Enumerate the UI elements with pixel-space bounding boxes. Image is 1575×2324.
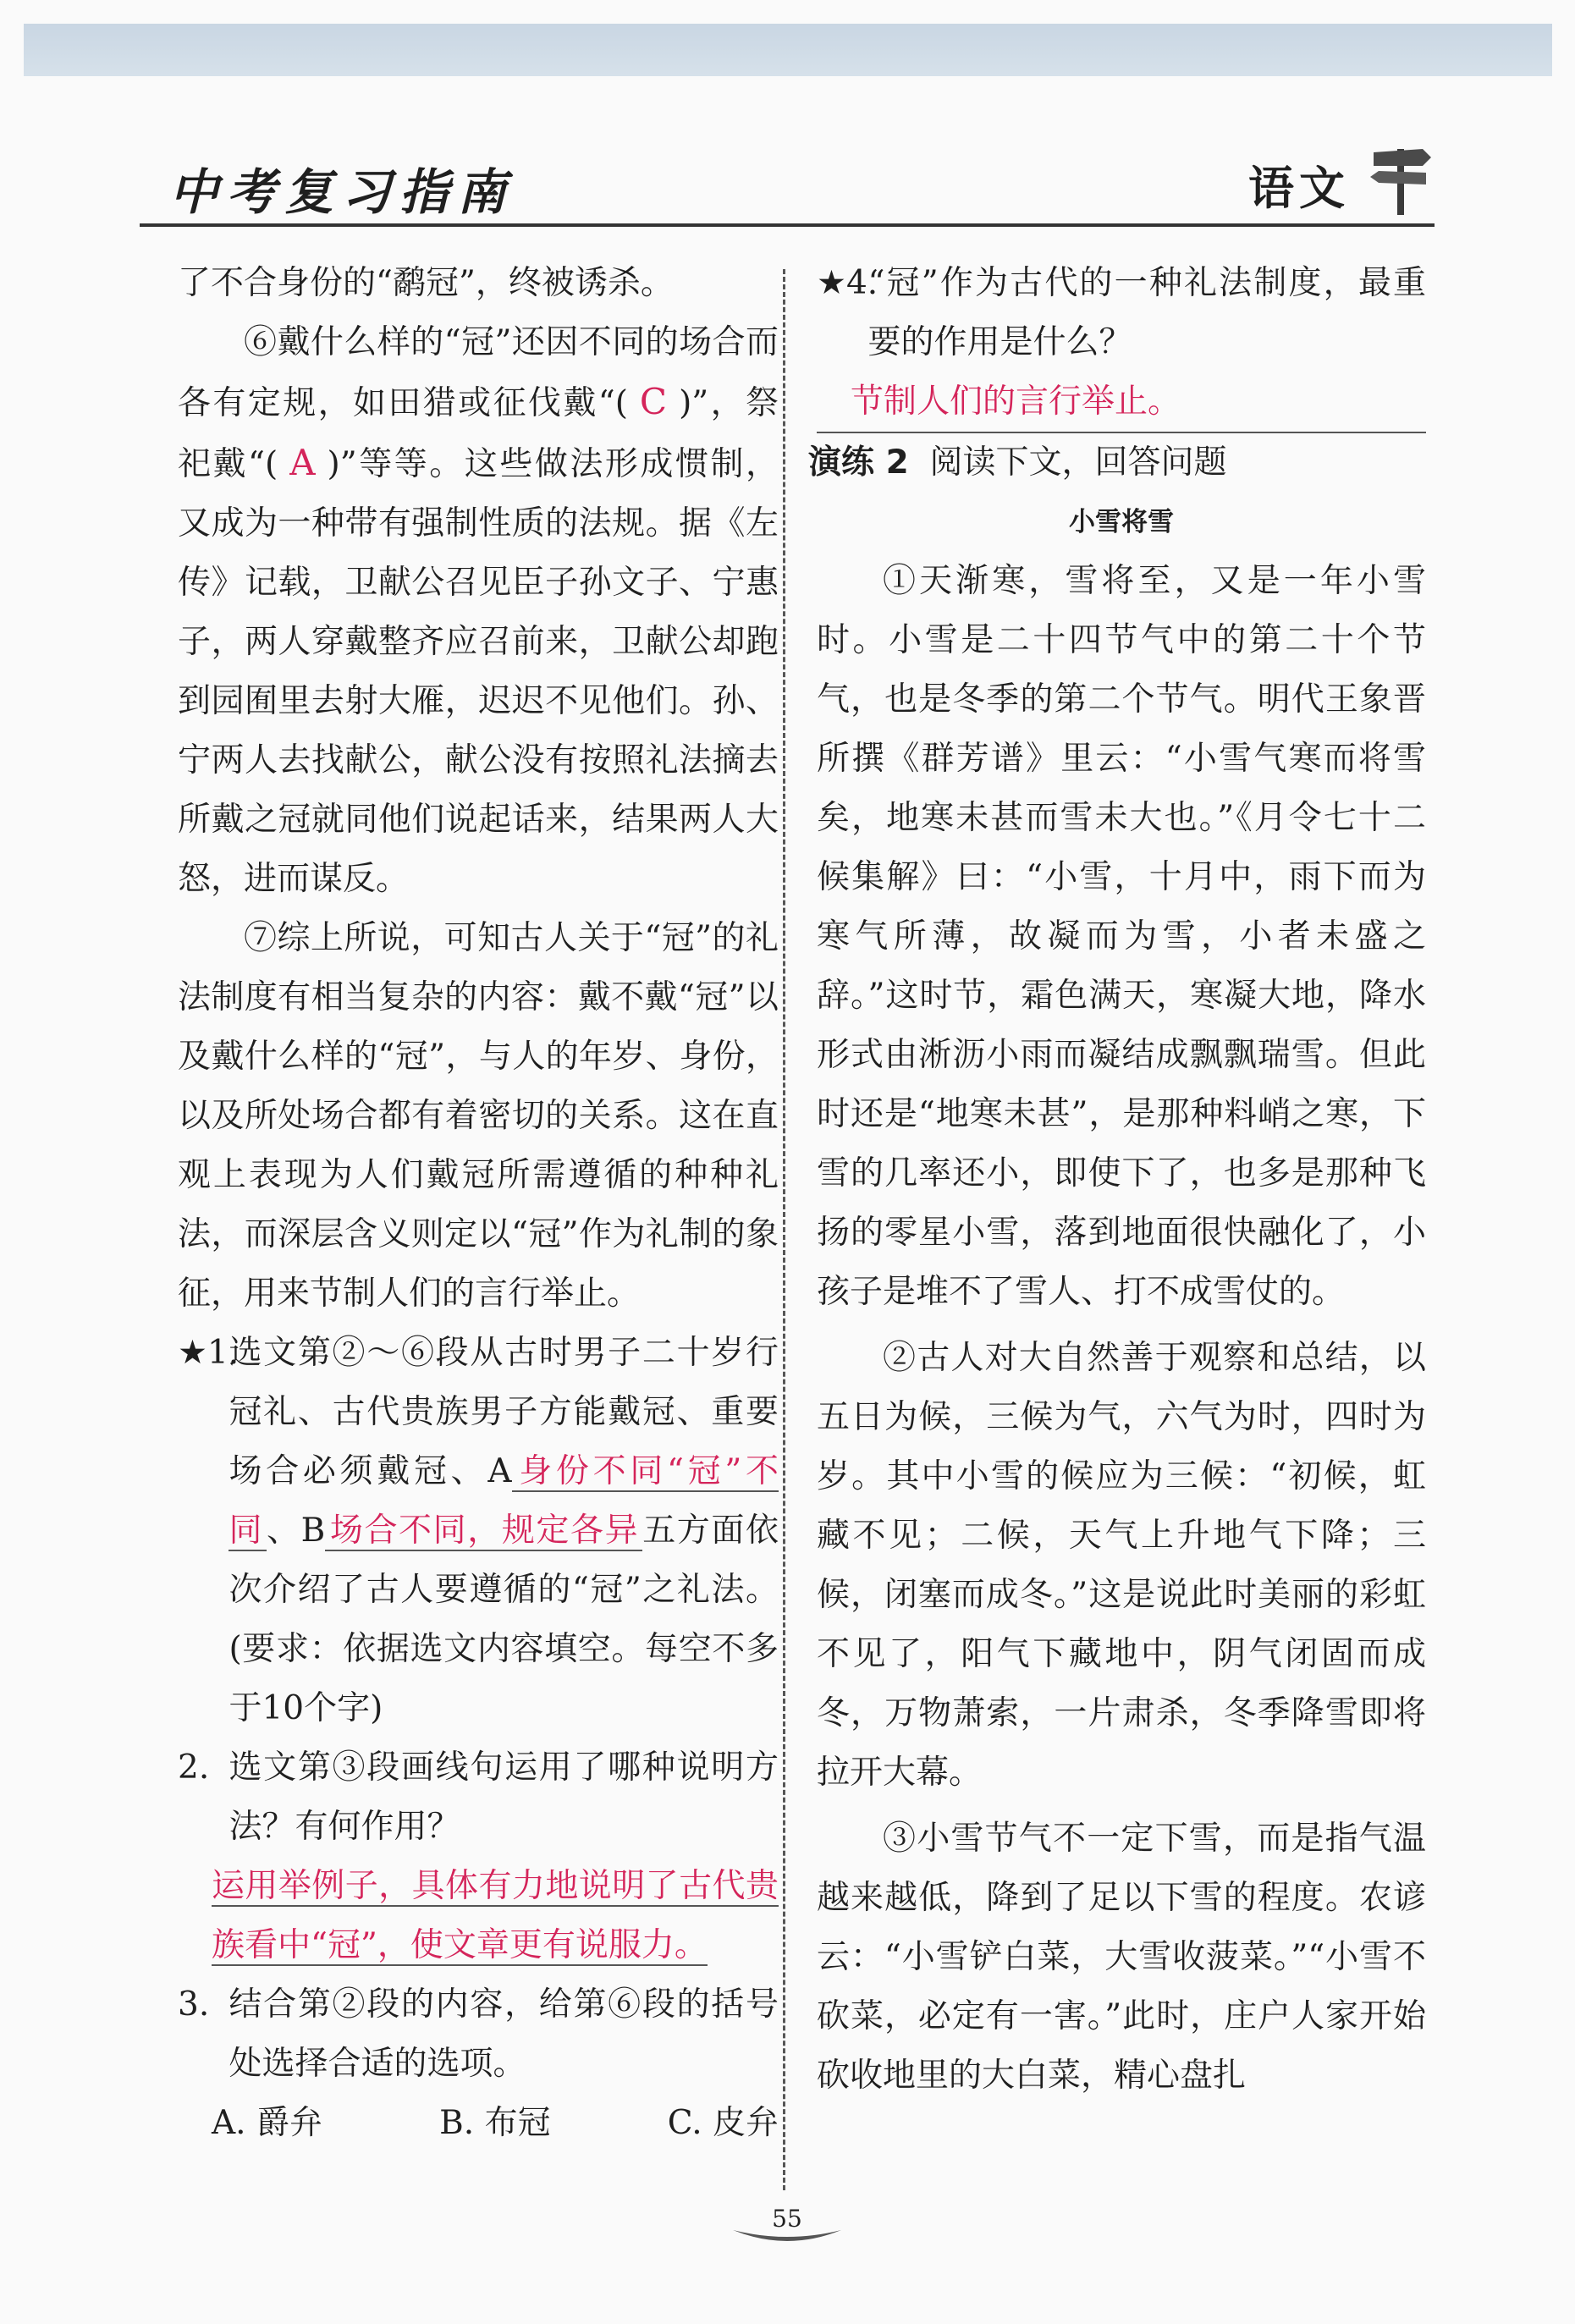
article-paragraph-2: ②古人对大自然善于观察和总结，以五日为候，三候为气，六气为时，四时为岁。其中小雪的候应为三候：“初候，虹藏不见；二候，天气上升地气下降；三候，闭塞而成冬。”这是说此时美丽的彩虹不见了，阳气下藏地中，阴气闭固而成冬，万物萧索，一片肃杀，冬季降雪即将拉开大幕。 bbox=[817, 1339, 1426, 1792]
paragraph-6: ⑥戴什么样的“冠”还因不同的场合而各有定规，如田猎或征伐戴“( C )”，祭祀戴“( A )”等等。这些做法形成惯制，又成为一种带有强制性质的法规。据《左传》记载，卫献公召见臣子孙文子、宁惠子，两人穿戴整齐应召前来，卫献公却跑到园囿里去射大雁，迟迟不见他们。孙、宁两人去找献公，献公没有按照礼法摘去所戴之冠就同他们说起话来，结果两人大怒，进而谋反。 bbox=[178, 323, 779, 898]
answer-a: A bbox=[289, 442, 316, 483]
question-1-number: ★1. bbox=[178, 1334, 240, 1372]
question-3-number: 3. bbox=[178, 1985, 210, 2024]
left-column bbox=[178, 254, 779, 2153]
top-color-band bbox=[24, 24, 1552, 76]
subject-label: 语文 bbox=[1248, 162, 1350, 215]
question-4: ★4. “冠”作为古代的一种礼法制度，最重要的作用是什么？ bbox=[817, 254, 1426, 372]
answer-1b: 场合不同，规定各异 bbox=[325, 1512, 642, 1551]
exercise-2-heading: 演练 2 阅读下文，回答问题 bbox=[808, 443, 1227, 482]
question-3-options bbox=[178, 2094, 779, 2153]
article-title: 小雪将雪 bbox=[1069, 507, 1174, 537]
question-3: 3. 结合第②段的内容，给第⑥段的括号处选择合适的选项。 bbox=[178, 1975, 779, 2094]
paragraph-continued: 了不合身份的“鹬冠”，终被诱杀。 bbox=[178, 264, 674, 302]
option-c: C. 皮弁 bbox=[667, 2104, 779, 2142]
signpost-icon bbox=[1367, 140, 1435, 217]
answer-4: 节制人们的言行举止。 bbox=[817, 372, 1426, 433]
question-1: ★1. 选文第②～⑥段从古时男子二十岁行冠礼、古代贵族男子方能戴冠、重要场合必须戴冠、A 身份不同“冠”不同 、B 场合不同，规定各异 五方面依次介绍了古人要遵循的“冠”之礼法。(要求：依据选文内容填空。每空不多于10个字) bbox=[178, 1324, 779, 1738]
question-2: 2. 选文第③段画线句运用了哪种说明方法？有何作用？ bbox=[178, 1738, 779, 1857]
book-title: 中考复习指南 bbox=[169, 163, 515, 221]
page-header bbox=[140, 152, 1435, 229]
header-rule bbox=[140, 223, 1435, 227]
right-column bbox=[808, 254, 1426, 2106]
option-a: A. 爵弁 bbox=[212, 2104, 322, 2142]
question-4-number: ★4. bbox=[817, 264, 878, 302]
page-number-ornament bbox=[730, 2222, 845, 2247]
column-divider bbox=[783, 269, 785, 2190]
page-number: 55 bbox=[772, 2205, 802, 2233]
answer-1a: 身份不同“冠”不同 bbox=[229, 1452, 779, 1550]
option-b: B. 布冠 bbox=[439, 2104, 551, 2142]
article-paragraph-3: ③小雪节气不一定下雪，而是指气温越来越低，降到了足以下雪的程度。农谚云：“小雪铲白菜，大雪收菠菜。”“小雪不砍菜，必定有一害。”此时，庄户人家开始砍收地里的大白菜，精心盘扎 bbox=[817, 1820, 1426, 2095]
question-2-number: 2. bbox=[178, 1749, 210, 1787]
exercise-2-label: 演练 2 bbox=[808, 443, 909, 482]
article-paragraph-1: ①天渐寒，雪将至，又是一年小雪时。小雪是二十四节气中的第二十个节气，也是冬季的第二个节气。明代王象晋所撰《群芳谱》里云：“小雪气寒而将雪矣，地寒未甚而雪未大也。”《月令七十二候集解》曰：“小雪，十月中，雨下而为寒气所薄，故凝而为雪，小者未盛之辞。”这时节，霜色满天，寒凝大地，降水形式由淅沥小雨而凝结成飘飘瑞雪。但此时还是“地寒未甚”，是那种料峭之寒，下雪的几率还小，即使下了，也多是那种飞扬的零星小雪，落到地面很快融化了，小孩子是堆不了雪人、打不成雪仗的。 bbox=[817, 562, 1426, 1311]
answer-2: 运用举例子，具体有力地说明了古代贵族看中“冠”，使文章更有说服力。 bbox=[212, 1867, 779, 1964]
answer-c: C bbox=[639, 381, 668, 422]
paragraph-7: ⑦综上所说，可知古人关于“冠”的礼法制度有相当复杂的内容：戴不戴“冠”以及戴什么样的“冠”，与人的年岁、身份，以及所处场合都有着密切的关系。这在直观上表现为人们戴冠所需遵循的种种礼法，而深层含义则定以“冠”作为礼制的象征，用来节制人们的言行举止。 bbox=[178, 919, 779, 1313]
